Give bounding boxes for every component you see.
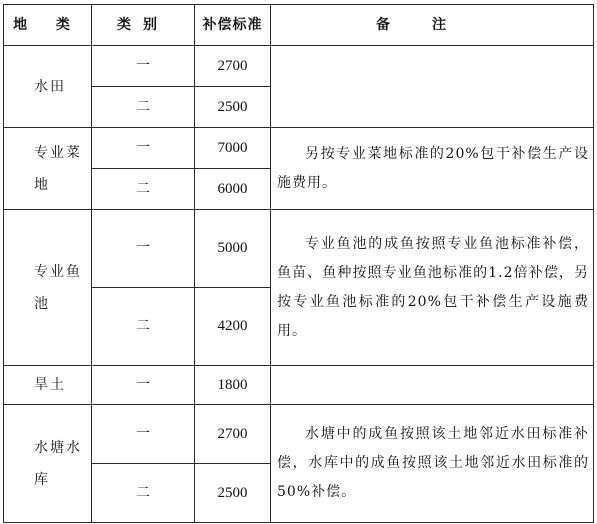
amount-cell: 6000	[195, 169, 271, 210]
remarks-cell: 专业鱼池的成鱼按照专业鱼池标准补偿，鱼苗、鱼种按照专业鱼池标准的1.2倍补偿，另按专业鱼池标准的20%包干补偿生产设施费用。	[271, 210, 594, 366]
remarks-cell	[271, 366, 594, 405]
header-standard: 补偿标准	[195, 5, 271, 46]
table-row	[4, 366, 594, 405]
grade-cell: 一	[92, 405, 195, 464]
amount-cell: 2500	[195, 87, 271, 128]
table-row	[4, 46, 594, 87]
header-row	[4, 5, 594, 46]
table-row	[4, 405, 594, 464]
compensation-table	[3, 4, 594, 523]
header-remarks: 备注	[271, 5, 594, 46]
land-type-cell: 水田	[4, 46, 92, 128]
land-type-cell: 专业菜地	[4, 128, 92, 210]
header-land-type: 地 类	[4, 5, 92, 46]
grade-cell: 一	[92, 366, 195, 405]
amount-cell: 4200	[195, 288, 271, 366]
land-type-cell: 水塘水库	[4, 405, 92, 523]
header-grade: 类别	[92, 5, 195, 46]
amount-cell: 7000	[195, 128, 271, 169]
grade-cell: 二	[92, 169, 195, 210]
land-type-cell: 专业鱼池	[4, 210, 92, 366]
amount-cell: 1800	[195, 366, 271, 405]
grade-cell: 一	[92, 128, 195, 169]
table-row	[4, 210, 594, 288]
grade-cell: 二	[92, 87, 195, 128]
remarks-cell: 水塘中的成鱼按照该土地邻近水田标准补偿，水库中的成鱼按照该土地邻近水田标准的50%补偿。	[271, 405, 594, 523]
amount-cell: 2500	[195, 464, 271, 523]
amount-cell: 2700	[195, 46, 271, 87]
grade-cell: 二	[92, 464, 195, 523]
amount-cell: 2700	[195, 405, 271, 464]
grade-cell: 一	[92, 46, 195, 87]
land-type-cell: 旱土	[4, 366, 92, 405]
grade-cell: 二	[92, 288, 195, 366]
amount-cell: 5000	[195, 210, 271, 288]
remarks-cell: 另按专业菜地标准的20%包干补偿生产设施费用。	[271, 128, 594, 210]
grade-cell: 一	[92, 210, 195, 288]
table-row	[4, 128, 594, 169]
remarks-cell	[271, 46, 594, 128]
